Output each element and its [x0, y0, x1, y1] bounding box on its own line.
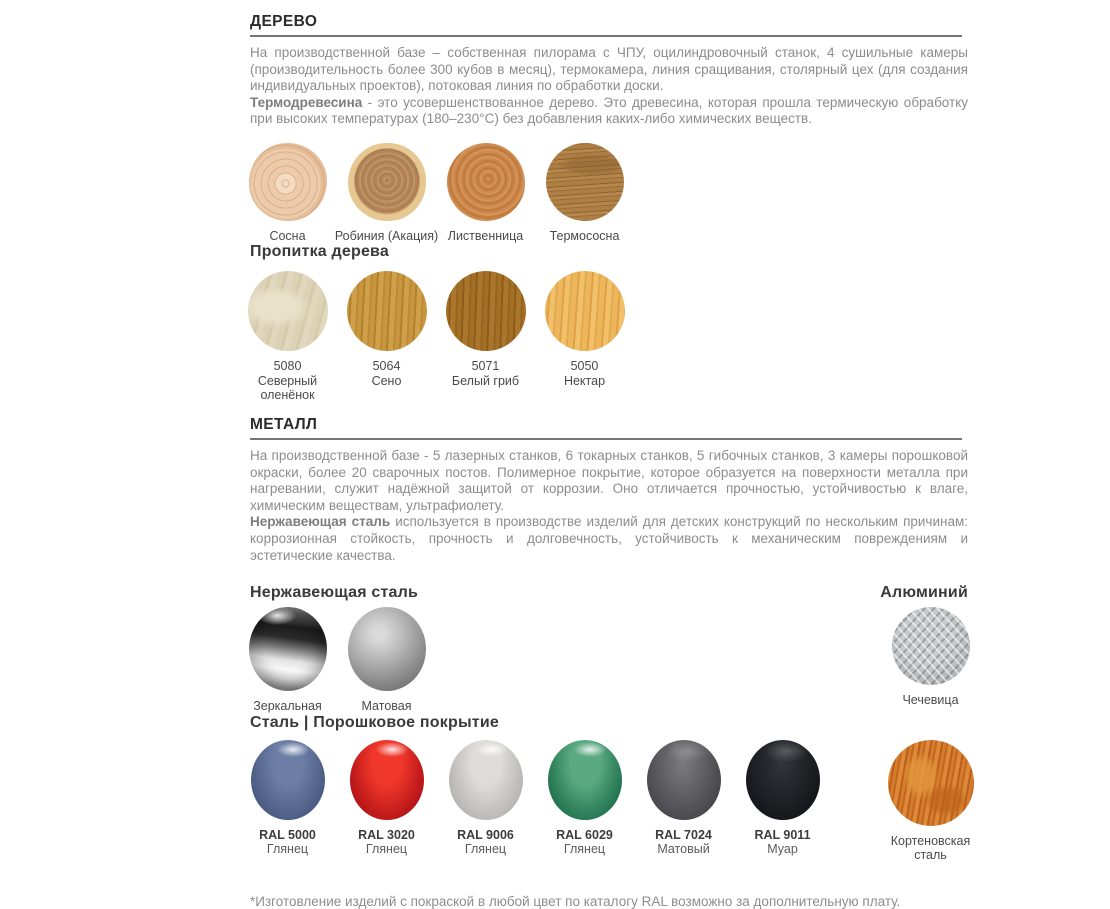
powder-col [436, 740, 535, 857]
stainless-label: Зеркальная [253, 699, 322, 714]
powder-finish: Глянец [266, 842, 309, 857]
wood-swatch-label: Лиственница [447, 228, 524, 243]
wood-swatch-label: Сосна [269, 228, 306, 243]
aluminum-title: Алюминий [880, 584, 968, 602]
powder-finish: Матовый [657, 842, 710, 857]
powder-row [238, 740, 971, 863]
wood-species-col [535, 143, 634, 244]
powder-label [259, 828, 316, 857]
impregnation-code: 5050 [570, 359, 599, 374]
impregnation-swatch-5050 [545, 271, 625, 351]
powder-swatch-ral3020 [350, 740, 424, 820]
stainless-swatch-matte [348, 607, 426, 691]
footnote: *Изготовление изделий с покраской в любой цвет по каталогу RAL возможно за дополнительную плату. [250, 893, 901, 909]
powder-title: Сталь | Порошковое покрытие [250, 713, 499, 731]
powder-swatch-ral9006 [449, 740, 523, 820]
impregnation-label [564, 359, 605, 388]
wood-paragraph-2 [250, 95, 968, 128]
powder-finish: Глянец [563, 842, 606, 857]
powder-col [238, 740, 337, 857]
wood-paragraph-2-lead: Термодревесина [250, 94, 363, 110]
powder-code: RAL 7024 [655, 827, 712, 842]
wood-species-row [238, 143, 968, 244]
powder-label [457, 828, 514, 857]
impregnation-swatch-5071 [446, 271, 526, 351]
impregnation-code: 5071 [471, 359, 500, 374]
impregnation-name: Северный оленёнок [257, 373, 318, 403]
impregnation-code: 5064 [372, 359, 401, 374]
powder-col [634, 740, 733, 857]
stainless-col [238, 607, 337, 714]
metal-section-title: МЕТАЛЛ [250, 415, 318, 433]
wood-section-title: ДЕРЕВО [250, 13, 318, 30]
powder-finish: Муар [767, 842, 798, 857]
wood-swatch-robinia [348, 143, 426, 221]
metal-paragraph-2 [250, 514, 968, 564]
corten-swatch [888, 740, 974, 826]
powder-label [556, 828, 613, 857]
powder-swatch-ral7024 [647, 740, 721, 820]
aluminum-col [881, 607, 980, 708]
powder-swatch-ral5000 [251, 740, 325, 820]
powder-code: RAL 6029 [556, 827, 613, 842]
impregnation-swatch-5064 [347, 271, 427, 351]
powder-swatch-ral9011 [746, 740, 820, 820]
wood-species-col [436, 143, 535, 244]
powder-label [655, 828, 712, 857]
wood-swatch-label: Робиния (Акация) [334, 228, 439, 243]
stainless-col [337, 607, 436, 714]
wood-species-col [334, 143, 439, 244]
impregnation-code: 5080 [273, 359, 302, 374]
metal-section-divider [250, 438, 962, 440]
corten-col [881, 740, 980, 863]
page-content [250, 0, 971, 909]
powder-label [358, 828, 415, 857]
wood-section-divider [250, 35, 962, 37]
impregnation-name: Нектар [563, 373, 606, 388]
impregnation-col [535, 271, 634, 403]
wood-swatch-label: Термососна [549, 228, 620, 243]
powder-code: RAL 9011 [754, 827, 811, 842]
impregnation-col [436, 271, 535, 403]
wood-species-col [238, 143, 337, 244]
impregnation-swatch-5080 [248, 271, 328, 351]
powder-label [754, 828, 810, 857]
wood-swatch-larch [447, 143, 525, 221]
aluminum-label: Чечевица [902, 693, 959, 708]
metal-paragraph-2-lead: Нержавеющая сталь [250, 514, 391, 530]
powder-swatch-ral6029 [548, 740, 622, 820]
powder-col [337, 740, 436, 857]
wood-swatch-thermopine [546, 143, 624, 221]
stainless-swatch-mirror [249, 607, 327, 691]
impregnation-row [238, 271, 968, 403]
powder-col [535, 740, 634, 857]
aluminum-swatch-checker [892, 607, 970, 685]
powder-finish: Глянец [464, 842, 507, 857]
powder-col [733, 740, 832, 857]
wood-paragraph-2-text: - это усовершенствованное дерево. Это древесина, которая прошла термическую обработку при высоких температурах (180–230°C) без добавления каких-либо химических веществ. [250, 94, 968, 127]
wood-swatch-pine [249, 143, 327, 221]
impregnation-title: Пропитка дерева [250, 243, 389, 261]
metal-paragraph-2-text: используется в производстве изделий для детских конструкций по нескольким причинам: коррозионная стойкость, прочность и долговечность, устойчивость к механическим повреждениям и эстетические качества. [250, 514, 968, 563]
wood-paragraph-1: На производственной базе – собственная пилорама с ЧПУ, оцилиндровочный станок, 4 сушильные камеры (производительность более 300 кубов в месяц), термокамера, линия сращивания, столярный цех (для создания индивидуальных проектов), потоковая линия по обработки доски. [250, 45, 968, 94]
stainless-aluminum-headrow [250, 584, 968, 602]
impregnation-name: Сено [371, 373, 402, 388]
powder-code: RAL 9006 [457, 827, 514, 842]
powder-code: RAL 5000 [259, 827, 316, 842]
impregnation-label [238, 359, 337, 403]
corten-label: Кортеновская сталь [890, 833, 971, 863]
stainless-row [238, 607, 968, 714]
impregnation-label [372, 359, 402, 388]
impregnation-col [337, 271, 436, 403]
powder-code: RAL 3020 [358, 827, 415, 842]
impregnation-col [238, 271, 337, 403]
stainless-title: Нержавеющая сталь [250, 584, 419, 602]
stainless-label: Матовая [361, 699, 412, 714]
impregnation-label [452, 359, 519, 388]
metal-paragraph-1: На производственной базе - 5 лазерных станков, 6 токарных станков, 5 гибочных станков, 3 камеры порошковой окраски, более 20 сварочных постов. Полимерное покрытие, которое образуется на поверхности металла при нагревании, служит надёжной защитой от коррозии. Оно отличается прочностью, устойчивостью к влаге, химическим веществам, ультрафиолету. [250, 447, 968, 513]
impregnation-name: Белый гриб [451, 373, 520, 388]
powder-finish: Глянец [365, 842, 408, 857]
